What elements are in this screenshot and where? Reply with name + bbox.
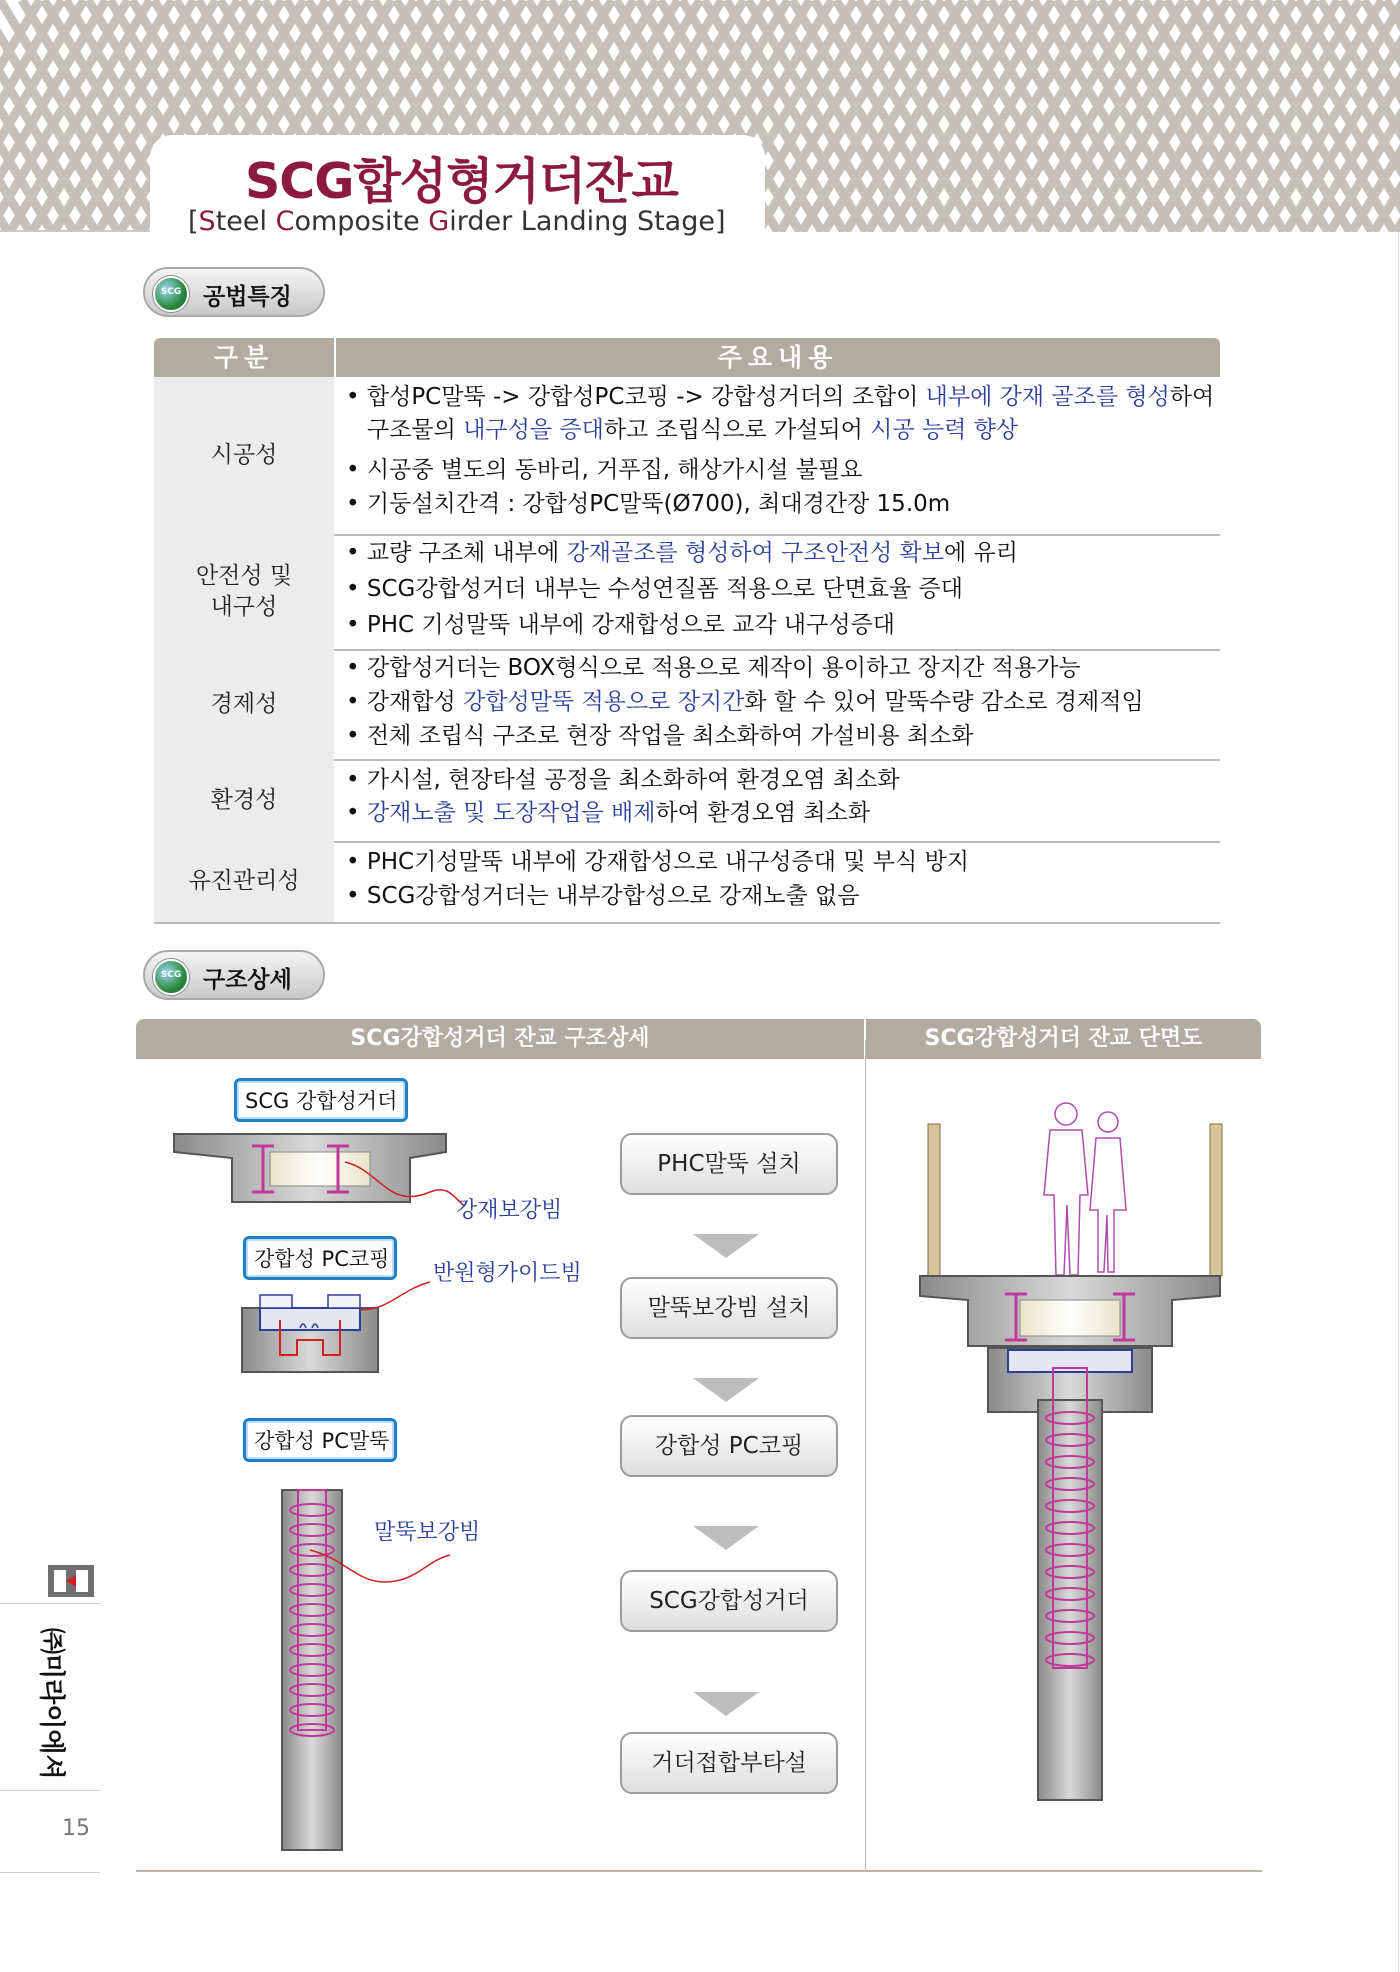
section-title-structure: 구조상세 [203,967,292,993]
process-step-3: 강합성 PC코핑 [620,1415,838,1477]
table-row [154,841,1220,924]
row-bullet: • 시공중 별도의 동바리, 거푸집, 해상가시설 불필요 [346,457,863,483]
process-step-1: PHC말뚝 설치 [620,1133,838,1195]
side-divider [0,1790,100,1791]
table-row [154,759,1220,843]
process-step-4: SCG강합성거더 [620,1570,838,1632]
side-divider [0,1603,100,1604]
page-number: 15 [62,1816,90,1841]
row-bullet: • 가시설, 현장타설 공정을 최소화하여 환경오염 최소화 [346,767,900,793]
row-bullet: • 강재합성 강합성말뚝 적용으로 장지간화 할 수 있어 말뚝수량 감소로 경제적임 [346,689,1144,715]
table-header-content: 주요내용 [336,338,1220,377]
row-bullet-continued: 구조물의 내구성을 증대하고 조립식으로 가설되어 시공 능력 향상 [367,417,1019,443]
row-bullet: • PHC 기성말뚝 내부에 강재합성으로 교각 내구성증대 [346,612,896,638]
page-subtitle: [Steel Composite Girder Landing Stage] [188,206,726,237]
annotation-pile-beam: 말뚝보강빔 [374,1520,481,1545]
column-divider [865,1040,866,1870]
side-divider [0,1872,100,1873]
section-title-features: 공법특징 [203,284,292,310]
row-category: 안전성 및 내구성 [154,534,334,649]
row-bullet: • 전체 조립식 구조로 현장 작업을 최소화하여 가설비용 최소화 [346,723,974,749]
coping-drawing [242,1282,430,1372]
table-header-category: 구분 [154,338,334,377]
annotation-steel-beam: 강재보강빔 [456,1198,563,1223]
table-row [154,377,1220,536]
label-composite-coping: 강합성 PC코핑 [243,1236,397,1280]
girder-drawing [174,1134,465,1206]
row-bullet: • 합성PC말뚝 -> 강합성PC코핑 -> 강합성거더의 조합이 내부에 강재 골조를 형성하여 [346,384,1215,410]
row-bullet: • SCG강합성거더는 내부강합성으로 강재노출 없음 [346,883,860,909]
cross-section-drawing [910,1100,1230,1810]
company-name: ㈜미라이에셔 [36,1628,66,1780]
pedestrians-icon [1044,1103,1126,1275]
row-category: 경제성 [154,649,334,759]
row-bullet: • 교량 구조체 내부에 강재골조를 형성하여 구조안전성 확보에 유리 [346,540,1018,566]
section-badge-structure [143,950,325,1000]
down-arrow-icon [693,1374,759,1404]
row-category: 환경성 [154,759,334,841]
cross-section-header: SCG강합성거더 잔교 단면도 [866,1019,1261,1059]
row-bullet: • PHC기성말뚝 내부에 강재합성으로 내구성증대 및 부식 방지 [346,849,969,875]
row-bullet: • 강재노출 및 도장작업을 배제하여 환경오염 최소화 [346,800,871,826]
annotation-guide-beam: 반원형가이드빔 [433,1261,582,1286]
row-bullet: • 강합성거더는 BOX형식으로 적용으로 제작이 용이하고 장지간 적용가능 [346,655,1081,681]
bottom-rule [136,1870,1262,1872]
scg-logo-icon: SCG [153,959,189,995]
scg-logo-icon: SCG [153,276,189,312]
company-logo-icon [48,1565,94,1597]
down-arrow-icon [693,1522,759,1552]
table-row [154,534,1220,651]
header-divider [0,230,150,232]
row-bullet: • 기둥설치간격 : 강합성PC말뚝(Ø700), 최대경간장 15.0m [346,491,951,517]
down-arrow-icon [693,1688,759,1718]
page-title: SCG합성형거더잔교 [245,153,678,210]
structure-detail-header: SCG강합성거더 잔교 구조상세 [136,1019,864,1059]
row-bullet: • SCG강합성거더 내부는 수성연질폼 적용으로 단면효율 증대 [346,576,963,602]
label-scg-girder: SCG 강합성거더 [234,1078,408,1122]
row-category: 시공성 [154,377,334,534]
section-badge-features [143,267,325,317]
process-step-2: 말뚝보강빔 설치 [620,1277,838,1339]
down-arrow-icon [693,1230,759,1260]
table-row [154,649,1220,761]
process-step-5: 거더접합부타설 [620,1732,838,1794]
page-edge [1398,232,1399,1972]
label-composite-pile: 강합성 PC말뚝 [243,1418,397,1462]
row-category: 유진관리성 [154,841,334,922]
